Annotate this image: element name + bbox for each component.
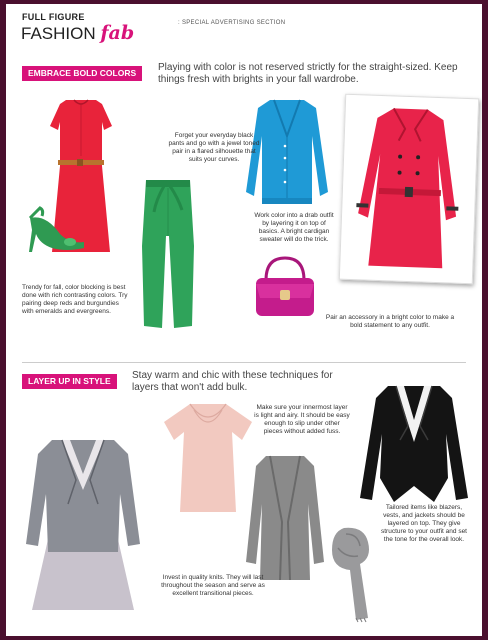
- brand-word: FASHION: [21, 24, 96, 43]
- gray-scarf-icon: [324, 524, 380, 622]
- trench-coat-photo: [339, 94, 479, 285]
- black-blazer-icon: [358, 382, 470, 512]
- section-tag: : SPECIAL ADVERTISING SECTION: [178, 20, 286, 26]
- pink-trench-coat-icon: [350, 103, 466, 273]
- brand-accent: fab: [100, 22, 135, 44]
- pink-blouse-icon: [160, 400, 256, 516]
- caption-knits: Invest in quality knits. They will last throughout the season and serve as excellent transitional pieces.: [161, 574, 265, 597]
- section-divider: [22, 362, 466, 363]
- magenta-bag-icon: [252, 256, 318, 318]
- caption-pants: Forget your everyday black pants and go with a jewel toned pair in a flared silhouette that suits your curves.: [168, 132, 260, 163]
- section-label-bold-colors: EMBRACE BOLD COLORS: [22, 66, 142, 81]
- caption-bag: Pair an accessory in a bright color to make a bold statement to any outfit.: [325, 314, 455, 329]
- gray-cardigan-icon: [244, 452, 326, 584]
- advertorial-page: [6, 4, 482, 636]
- brand-subtitle: FULL FIGURE: [22, 12, 85, 22]
- caption-inner-layer: Make sure your innermost layer is light and airy. It should be easy enough to slip under other pieces without added fuss.: [254, 404, 350, 435]
- section-intro-layer-up: Stay warm and chic with these techniques for layers that won't add bulk.: [132, 370, 333, 393]
- caption-cardigan: Work color into a drab outfit by layering it on top of basics. A bright cardigan sweater will do the trick.: [254, 212, 334, 243]
- brand-logo: [21, 22, 134, 44]
- section-intro-bold-colors: Playing with color is not reserved strictly for the straight-sized. Keep things fresh with brights in your fall wardrobe.: [158, 62, 458, 85]
- section-label-layer-up: LAYER UP IN STYLE: [22, 374, 117, 389]
- gray-jacket-dress-icon: [22, 434, 144, 614]
- green-pants-icon: [136, 176, 200, 336]
- section-tag-text: SPECIAL ADVERTISING SECTION: [181, 20, 286, 26]
- caption-tailored: Tailored items like blazers, vests, and jackets should be layered on top. They give structure to your outfit and set the tone for the overall look.: [381, 504, 467, 543]
- caption-color-blocking: Trendy for fall, color blocking is best done with rich contrasting colors. Try pairing deep reds and burgundies with emeralds and evergreens.: [22, 284, 128, 315]
- green-shoe-icon: [26, 204, 88, 258]
